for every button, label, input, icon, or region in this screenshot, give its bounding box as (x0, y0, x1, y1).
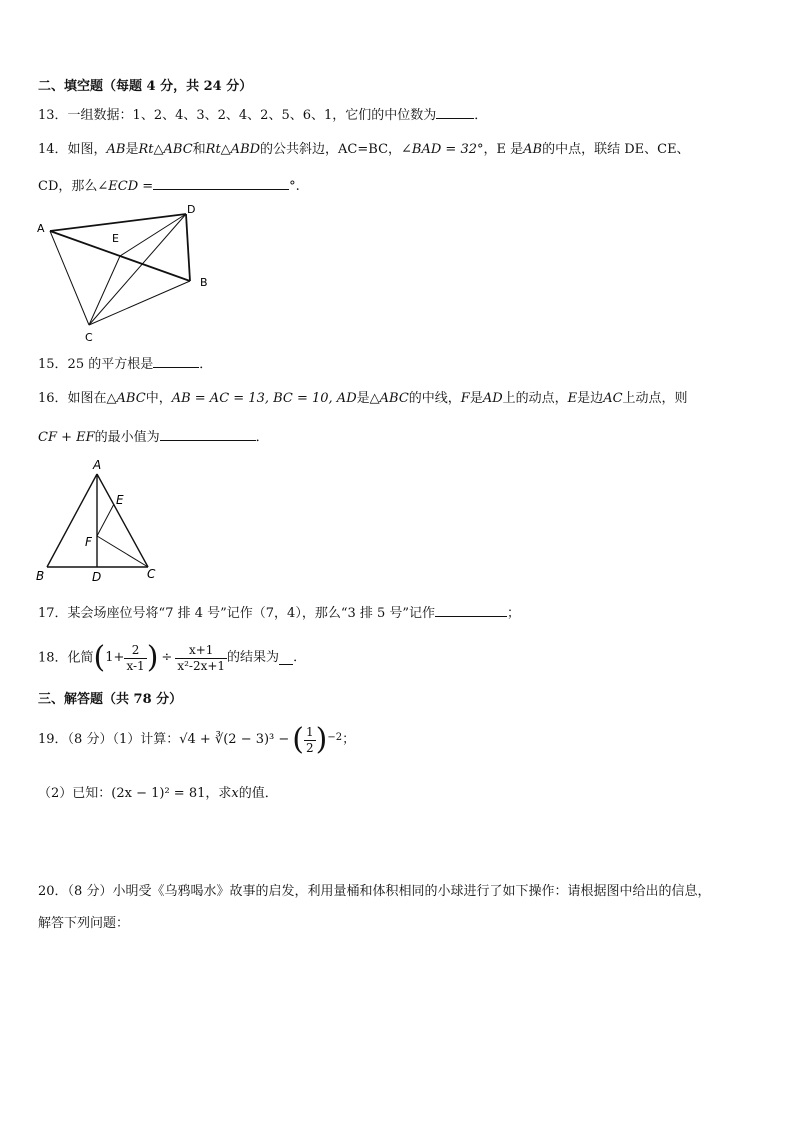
q17-answer-blank[interactable] (435, 603, 507, 617)
fig14-segment-cd (89, 214, 186, 325)
fig14-segment-ad (50, 214, 186, 231)
q18-fraction-1-denominator: x-1 (126, 658, 145, 673)
q19-prefix: 19．（8 分）（1）计算： (38, 732, 180, 747)
q16-text-g: 是边 (577, 391, 604, 406)
q18-fraction-2-numerator: x+1 (175, 643, 227, 659)
question-19-part-1 (38, 720, 355, 761)
fig14-segment-cb (89, 281, 190, 325)
section-2-title: 二、填空题（每题 4 分，共 24 分） (38, 79, 253, 94)
q17-text: 17．某会场座位号将“7 排 4 号”记作（7，4），那么“3 排 5 号”记作 (38, 606, 436, 621)
q16-ad: AD (482, 391, 503, 406)
q16-conditions: AB = AC = 13, BC = 10, AD (171, 391, 357, 406)
q14-angle-bad: ∠BAD = 32° (401, 142, 484, 157)
q16-e: E (567, 391, 578, 406)
q18-end: ． (293, 650, 307, 665)
q14-rt-abd: Rt△ABD (205, 142, 261, 157)
q18-prefix: 18．化简 (38, 650, 94, 666)
q14-text-b: 是 (125, 142, 139, 157)
question-15 (38, 354, 212, 374)
q19-fraction (304, 725, 316, 756)
section-3-title: 三、解答题（共 78 分） (38, 692, 183, 707)
q19-fraction-numerator: 1 (306, 724, 314, 739)
q13-end: ． (474, 108, 488, 123)
q19-part-2-prefix: （2）已知： (38, 786, 112, 801)
q15-end: ． (199, 357, 213, 372)
fig14-label-d: D (187, 203, 196, 216)
q19-expression: √4 + ∛(2 − 3)³ − (179, 732, 290, 747)
fig14-label-a: A (37, 222, 45, 235)
q18-answer-blank[interactable] (279, 651, 293, 665)
question-13 (38, 105, 487, 125)
question-20-line-2: 解答下列问题： (38, 916, 130, 931)
q18-one-plus: 1+ (105, 650, 125, 665)
q16-text-c: 是 (356, 391, 370, 406)
q14-text-f: 的中点，联结 DE、CE、 (542, 142, 690, 157)
q13-answer-blank[interactable] (436, 105, 474, 119)
q14-text-d: 的公共斜边，AC=BC， (260, 142, 402, 157)
q16-text-f: 上的动点， (502, 391, 568, 406)
q19-part-2-mid: ，求 (205, 786, 232, 801)
q19-fraction-denominator: 2 (306, 740, 314, 755)
fig14-segment-db (186, 214, 190, 281)
question-16-line-1 (38, 390, 688, 408)
figure-14-quadrilateral (30, 200, 220, 348)
q13-text: 13．一组数据：1、2、4、3、2、4、2、5、6、1，它们的中位数为 (38, 108, 437, 123)
question-19-part-2 (38, 785, 278, 803)
q14-text-c: 和 (192, 142, 206, 157)
question-20-line-1: 20．（8 分）小明受《乌鸦喝水》故事的启发，利用量桶和体积相同的小球进行了如下操作：请根据图中给出的信息， (38, 884, 711, 899)
q16-text-i: 的最小值为 (94, 430, 160, 445)
q18-fraction-2 (175, 643, 227, 674)
fig14-label-e: E (112, 232, 119, 245)
q16-text-b: 中， (145, 391, 172, 406)
q16-text-a: 16．如图在 (38, 391, 107, 406)
figure-16-triangle (30, 456, 170, 586)
q16-expression: CF + EF (38, 430, 95, 445)
fig16-label-c: C (147, 567, 156, 581)
q16-answer-blank[interactable] (160, 427, 256, 441)
question-16-line-2 (38, 427, 269, 447)
q16-end: ． (255, 430, 269, 445)
fig16-segment-fe (97, 504, 114, 536)
q19-paren-close: ) (315, 722, 328, 757)
q14-text-e: ，E 是 (483, 142, 524, 157)
q16-text-e: 是 (469, 391, 483, 406)
q14-rt-abc: Rt△ABC (138, 142, 193, 157)
q19-part-2-equation: (2x − 1)² = 81 (111, 786, 206, 801)
fig16-segment-fc (97, 536, 148, 567)
q16-text-d: 的中线， (408, 391, 461, 406)
fig16-segment-ac (97, 474, 148, 567)
fig16-label-b: B (36, 569, 45, 583)
fig14-label-b: B (200, 276, 208, 289)
fig16-label-a: A (93, 458, 102, 472)
q19-exponent: −2 (327, 732, 343, 743)
q14-angle-ecd: ∠ECD = (97, 179, 154, 194)
fig14-label-c: C (85, 331, 93, 344)
question-18 (38, 638, 306, 679)
fig14-segment-ce (89, 256, 120, 325)
q19-part-2-end: 的值． (238, 786, 278, 801)
q18-divide: ÷ (161, 650, 173, 665)
q15-text: 15．25 的平方根是 (38, 357, 154, 372)
fig16-label-d: D (92, 570, 102, 584)
q14-end: °. (289, 179, 300, 194)
q19-part-2-x: x (231, 786, 239, 801)
fig14-segment-ac (50, 231, 89, 325)
q16-triangle: △ABC (106, 391, 146, 406)
q18-fraction-2-denominator: x²-2x+1 (177, 658, 226, 673)
q18-paren-close: ) (146, 640, 159, 675)
question-17 (38, 603, 520, 623)
q16-text-h: 上动点，则 (622, 391, 688, 406)
question-14-line-1 (38, 141, 690, 159)
q14-text-a: 14．如图， (38, 142, 107, 157)
q14-answer-blank[interactable] (153, 176, 289, 190)
q17-end: ； (507, 606, 521, 621)
q18-suffix: 的结果为 (227, 650, 280, 665)
q16-triangle-2: △ABC (369, 391, 409, 406)
q19-paren-open: ( (292, 722, 305, 757)
question-14-line-2 (38, 176, 300, 196)
q14-ab-2: AB (523, 142, 543, 157)
fig16-segment-ab (47, 474, 97, 567)
q14-text-g: CD，那么 (38, 179, 98, 194)
q15-answer-blank[interactable] (153, 354, 199, 368)
fig16-label-e: E (116, 493, 124, 507)
q18-paren-open: ( (93, 640, 106, 675)
fig16-label-f: F (85, 535, 92, 549)
q18-fraction-1-numerator: 2 (124, 643, 146, 659)
q18-fraction-1 (124, 643, 146, 674)
q16-ac: AC (603, 391, 623, 406)
q14-ab: AB (106, 142, 126, 157)
q19-end: ； (342, 732, 356, 747)
q16-f: F (460, 391, 470, 406)
